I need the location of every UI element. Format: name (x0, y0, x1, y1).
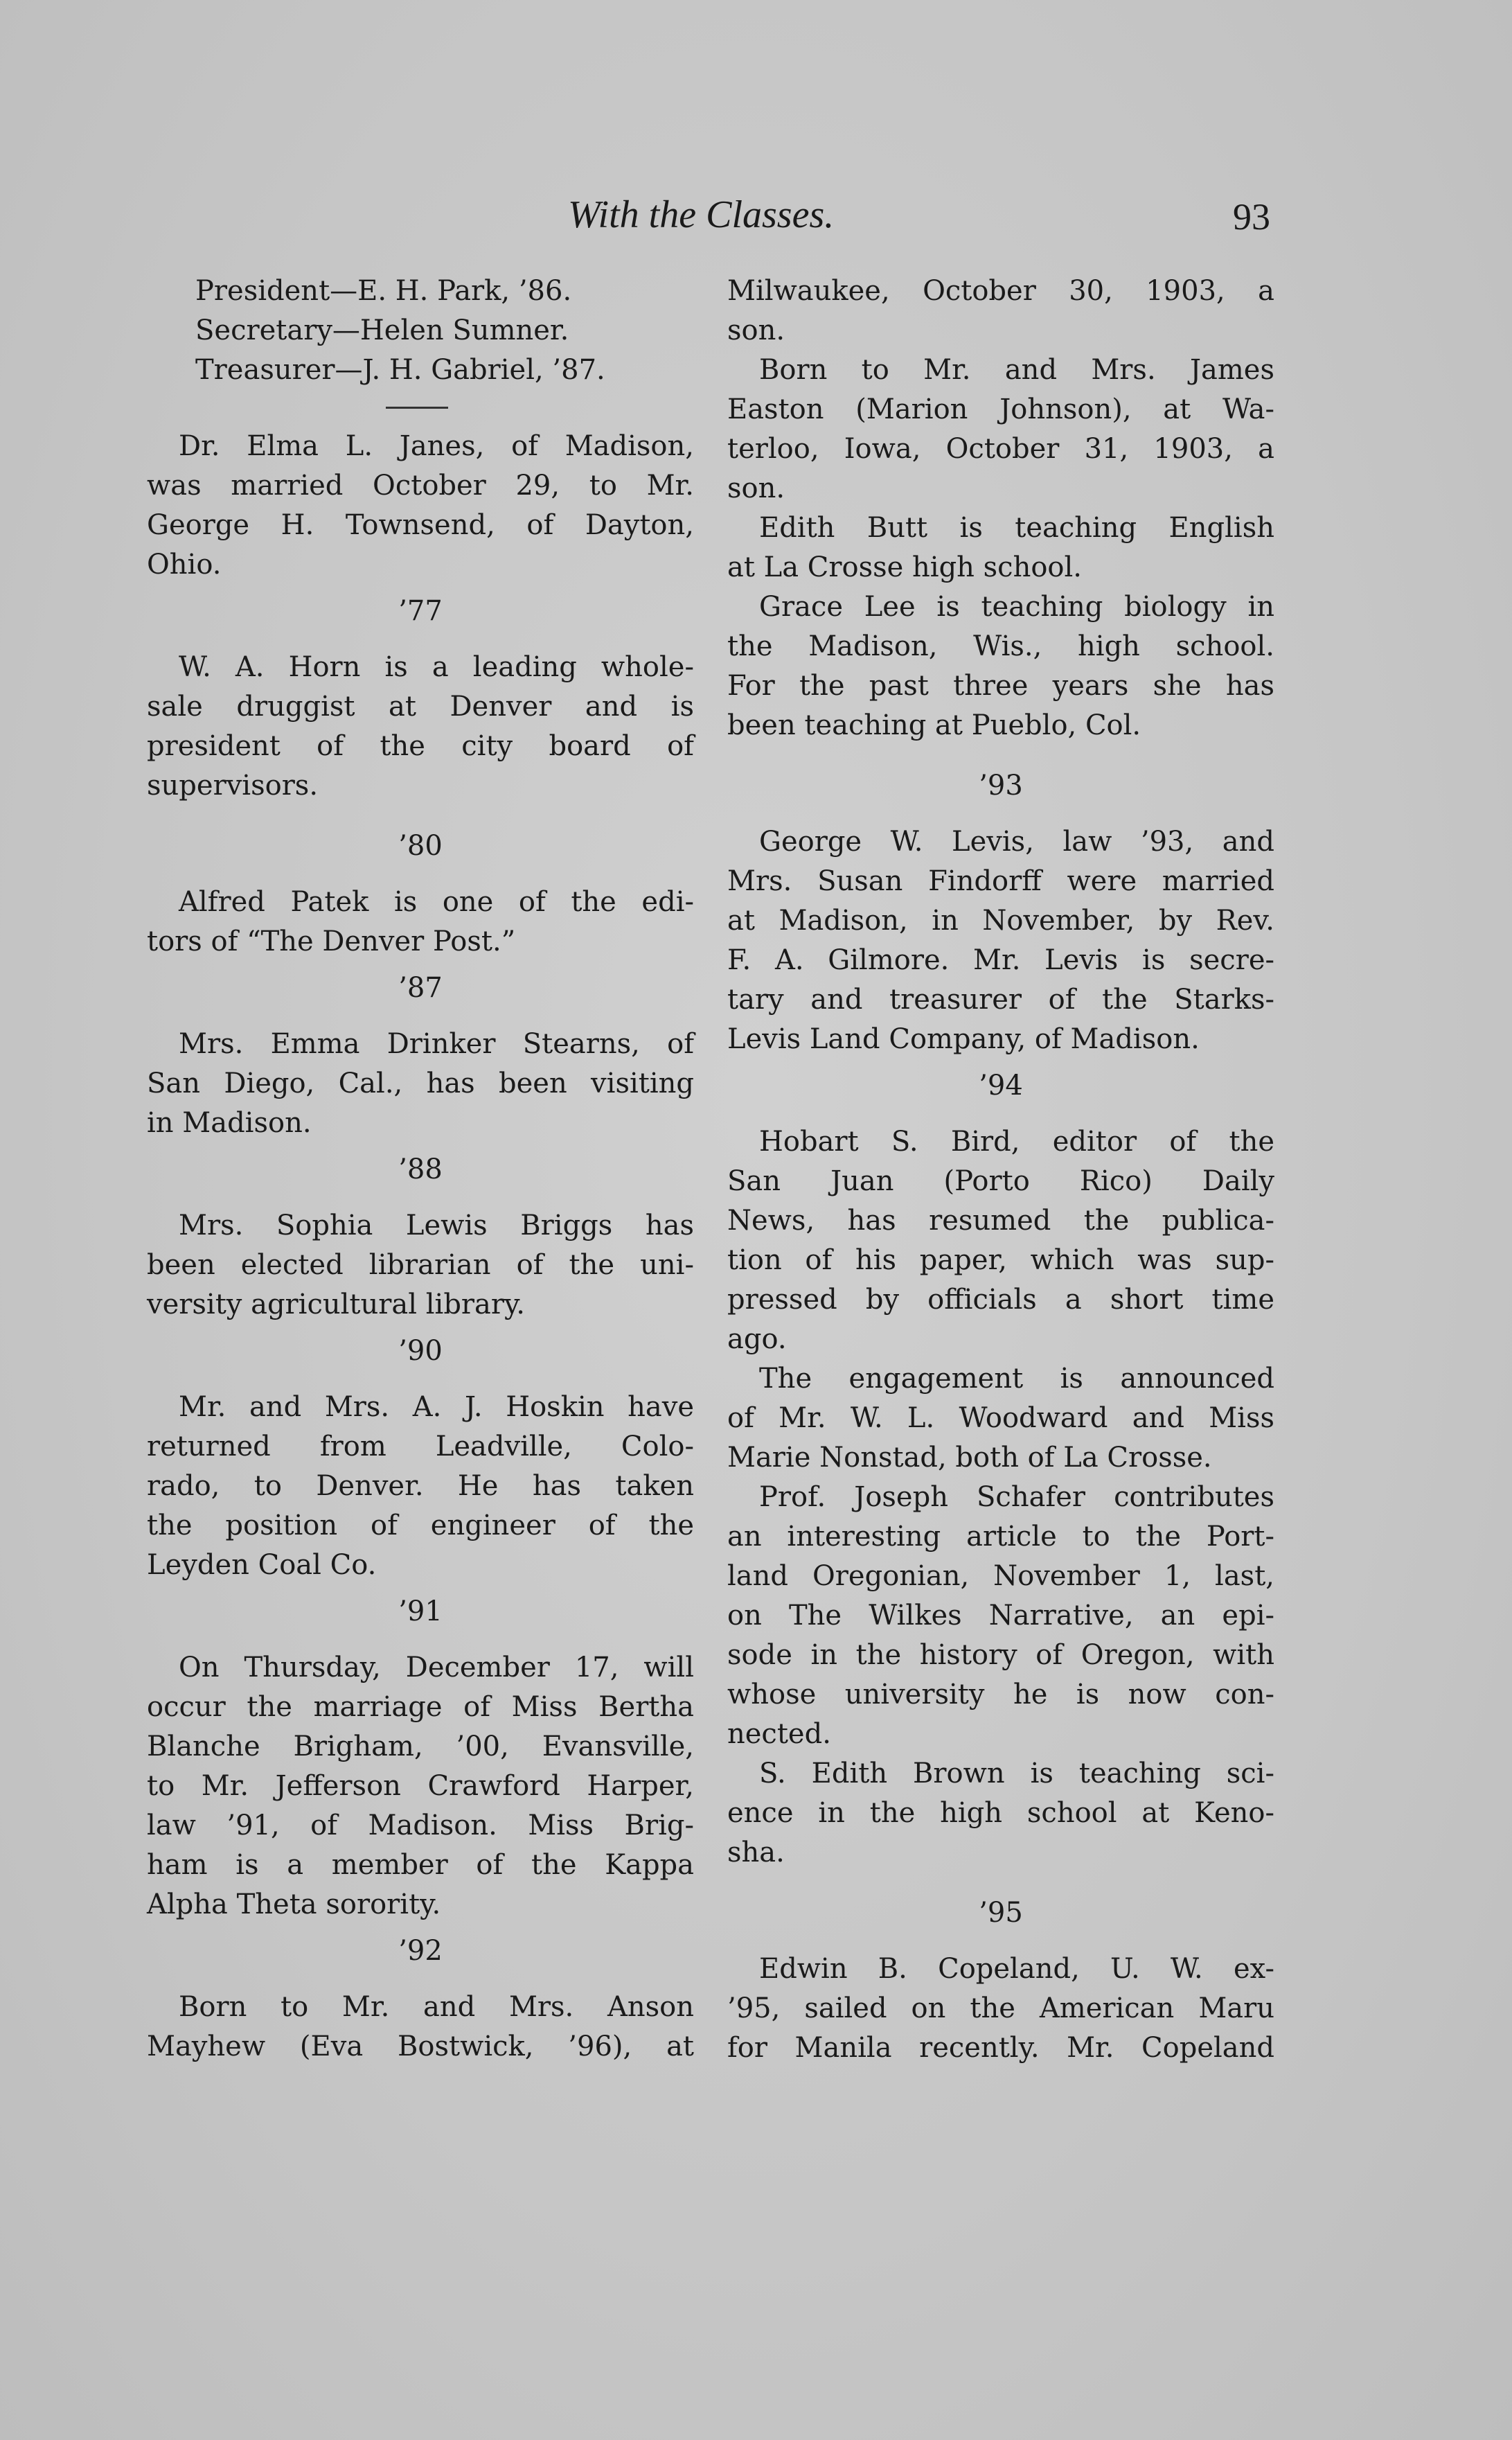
text-line: to Mr. Jefferson Crawford Harper, (147, 1770, 694, 1802)
text-line: of Mr. W. L. Woodward and Miss (727, 1402, 1274, 1434)
text-line: supervisors. (147, 770, 319, 802)
note-bird (727, 1122, 1274, 1359)
text-line: the position of engineer of the (147, 1510, 694, 1541)
text-line: Dr. Elma L. Janes, of Madison, (179, 430, 694, 462)
text-line: Born to Mr. and Mrs. Anson (179, 1991, 694, 2023)
text-line: Mr. and Mrs. A. J. Hoskin have (179, 1391, 694, 1423)
text-line: been elected librarian of the uni- (147, 1249, 694, 1281)
note-levis (727, 822, 1274, 1059)
note-mayhew (147, 1988, 694, 2067)
text-line: Hobart S. Bird, editor of the (759, 1126, 1274, 1158)
note-lee (727, 587, 1274, 745)
text-line: Mrs. Sophia Lewis Briggs has (179, 1210, 694, 1241)
spacer (147, 806, 694, 820)
note-hoskin (147, 1388, 694, 1585)
text-line: rado, to Denver. He has taken (147, 1470, 694, 1502)
section-divider (386, 407, 448, 409)
class-year-heading: ’91 (398, 1595, 443, 1627)
text-line: Blanche Brigham, ’00, Evansville, (147, 1731, 694, 1762)
running-title: With the Classes. (568, 193, 835, 236)
text-line: tion of his paper, which was sup- (727, 1244, 1274, 1276)
text-line: W. A. Horn is a leading whole- (179, 651, 694, 683)
class-year-heading: ’77 (398, 595, 443, 627)
text-line: Grace Lee is teaching biology in (759, 591, 1274, 623)
text-line: On Thursday, December 17, will (179, 1652, 694, 1683)
text-line: son. (727, 315, 785, 346)
note-janes (147, 427, 694, 585)
text-line: Leyden Coal Co. (147, 1549, 377, 1581)
note-butt (727, 509, 1274, 587)
text-line: Mrs. Susan Findorff were married (727, 865, 1274, 897)
note-patek (147, 883, 694, 962)
text-line: at Madison, in November, by Rev. (727, 905, 1274, 937)
note-brown (727, 1754, 1274, 1873)
class-officers (147, 272, 694, 390)
text-line: ence in the high school at Keno- (727, 1797, 1274, 1829)
text-line: in Madison. (147, 1107, 312, 1139)
class-year-heading: ’95 (979, 1897, 1023, 1929)
text-line: sale druggist at Denver and is (147, 691, 694, 723)
class-year-heading: ’92 (398, 1935, 443, 1967)
text-line: San Diego, Cal., has been visiting (147, 1068, 694, 1099)
text-line: been teaching at Pueblo, Col. (727, 709, 1141, 741)
text-line: ham is a member of the Kappa (147, 1849, 694, 1881)
text-line: tors of “The Denver Post.” (147, 926, 516, 957)
text-line: George H. Townsend, of Dayton, (147, 509, 694, 541)
class-year-heading: ’94 (979, 1070, 1023, 1102)
text-line: For the past three years she has (727, 670, 1274, 702)
text-line: land Oregonian, November 1, last, (727, 1560, 1274, 1592)
note-schafer (727, 1478, 1274, 1754)
text-line: the Madison, Wis., high school. (727, 630, 1274, 662)
text-line: Marie Nonstad, both of La Crosse. (727, 1442, 1212, 1474)
text-line: terloo, Iowa, October 31, 1903, a (727, 433, 1274, 465)
note-horn (147, 648, 694, 806)
text-line: Levis Land Company, of Madison. (727, 1023, 1200, 1055)
class-year-heading: ’87 (398, 972, 443, 1004)
text-line: an interesting article to the Port- (727, 1521, 1274, 1553)
spacer (727, 745, 1274, 759)
spacer (727, 1873, 1274, 1886)
officer-treasurer: Treasurer—J. H. Gabriel, ’87. (195, 354, 605, 386)
text-line: Prof. Joseph Schafer contributes (759, 1481, 1274, 1513)
text-line: S. Edith Brown is teaching sci- (759, 1758, 1274, 1789)
class-year-heading: ’88 (398, 1153, 443, 1185)
text-line: versity agricultural library. (147, 1289, 526, 1320)
text-line: Mrs. Emma Drinker Stearns, of (179, 1028, 694, 1060)
text-line: sode in the history of Oregon, with (727, 1639, 1274, 1671)
text-line: ago. (727, 1323, 787, 1355)
left-column (147, 272, 694, 2067)
text-line: Alfred Patek is one of the edi- (179, 886, 694, 918)
text-line: Born to Mr. and Mrs. James (759, 354, 1274, 386)
page-number: 93 (1233, 196, 1270, 238)
text-line: president of the city board of (147, 730, 694, 762)
text-line: occur the marriage of Miss Bertha (147, 1691, 694, 1723)
text-line: for Manila recently. Mr. Copeland (727, 2032, 1274, 2064)
note-harper (147, 1648, 694, 1925)
note-stearns (147, 1025, 694, 1143)
text-line: returned from Leadville, Colo- (147, 1431, 694, 1462)
text-line: Ohio. (147, 549, 222, 581)
text-line: Alpha Theta sorority. (147, 1889, 441, 1920)
text-line: law ’91, of Madison. Miss Brig- (147, 1810, 694, 1841)
officer-president: President—E. H. Park, ’86. (195, 275, 572, 307)
text-line: was married October 29, to Mr. (147, 470, 694, 502)
note-briggs (147, 1206, 694, 1325)
text-line: ’95, sailed on the American Maru (727, 1992, 1274, 2024)
text-line: News, has resumed the publica- (727, 1205, 1274, 1237)
text-line: son. (727, 472, 785, 504)
text-line: The engagement is announced (759, 1363, 1274, 1395)
text-line: Edith Butt is teaching English (759, 512, 1274, 544)
text-line: at La Crosse high school. (727, 551, 1083, 583)
text-line: F. A. Gilmore. Mr. Levis is secre- (727, 944, 1274, 976)
text-line: George W. Levis, law ’93, and (759, 826, 1274, 858)
note-mayhew-continued (727, 272, 1274, 351)
text-line: whose university he is now con- (727, 1679, 1274, 1710)
text-line: sha. (727, 1837, 785, 1868)
text-line: Edwin B. Copeland, U. W. ex- (759, 1953, 1274, 1985)
text-line: tary and treasurer of the Starks- (727, 984, 1274, 1016)
note-copeland (727, 1950, 1274, 2068)
text-line: Milwaukee, October 30, 1903, a (727, 275, 1274, 307)
officer-secretary: Secretary—Helen Sumner. (195, 315, 569, 346)
right-column (727, 272, 1274, 2068)
note-easton (727, 351, 1274, 509)
class-year-heading: ’93 (979, 770, 1023, 802)
note-woodward (727, 1359, 1274, 1478)
text-line: San Juan (Porto Rico) Daily (727, 1165, 1274, 1197)
class-year-heading: ’90 (398, 1335, 443, 1367)
class-year-heading: ’80 (398, 830, 443, 862)
text-line: Easton (Marion Johnson), at Wa- (727, 394, 1274, 425)
text-line: nected. (727, 1718, 831, 1750)
text-line: Mayhew (Eva Bostwick, ’96), at (147, 2031, 694, 2062)
text-line: on The Wilkes Narrative, an epi- (727, 1600, 1274, 1632)
text-line: pressed by officials a short time (727, 1284, 1274, 1316)
